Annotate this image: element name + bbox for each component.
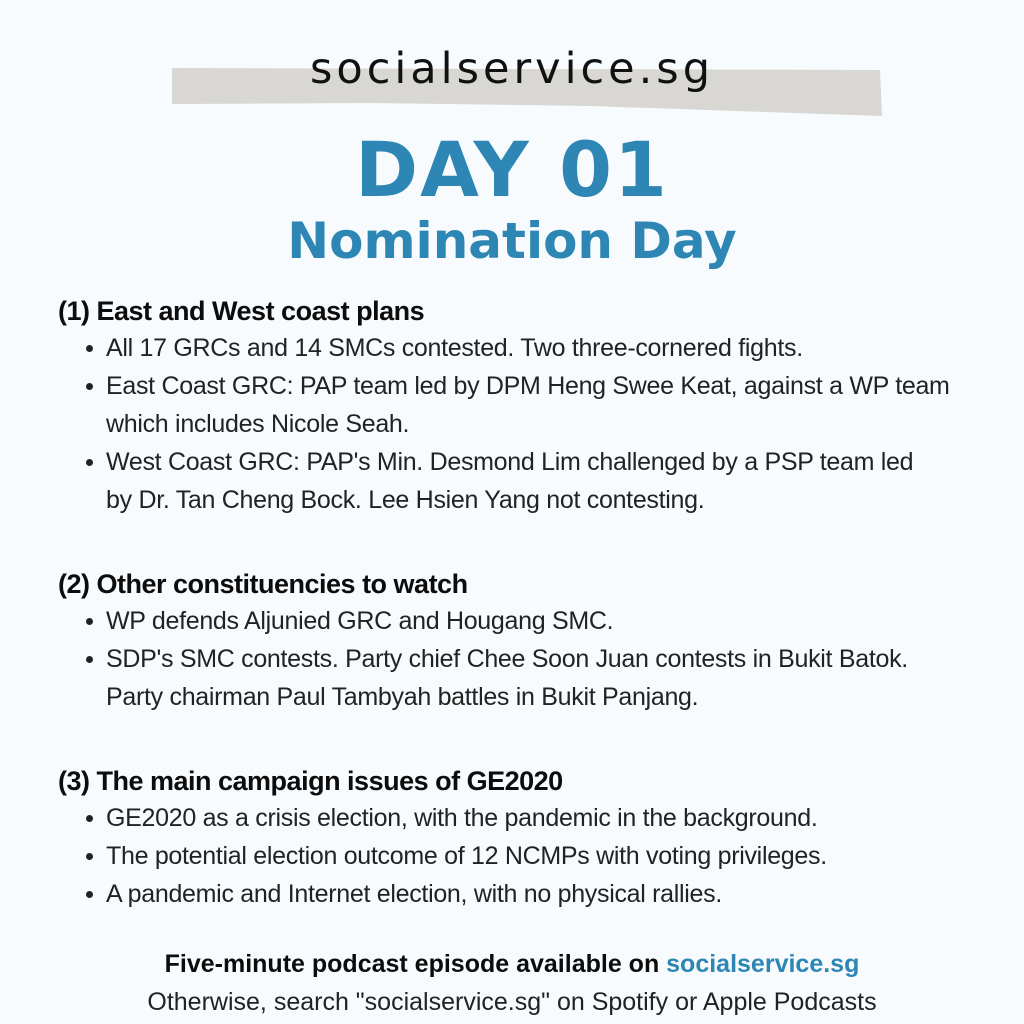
list-item-text: WP defends Aljunied GRC and Hougang SMC.	[106, 607, 614, 635]
list-item	[106, 367, 966, 443]
list-item-text: A pandemic and Internet election, with no physical rallies.	[106, 880, 722, 908]
list-item	[106, 602, 998, 640]
list-item-text: SDP's SMC contests. Party chief Chee Soon Juan contests in Bukit Batok. Party chairman Paul Tambyah battles in Bukit Panjang.	[106, 645, 908, 711]
list-item-text: All 17 GRCs and 14 SMCs contested. Two three-cornered fights.	[106, 334, 803, 362]
list-item	[106, 799, 998, 837]
list-item-text: GE2020 as a crisis election, with the pandemic in the background.	[106, 804, 818, 832]
day-heading: DAY 01	[355, 125, 669, 214]
bullet-icon	[86, 853, 93, 860]
podcast-availability-line	[0, 946, 1024, 982]
list-item	[106, 329, 998, 367]
website-link[interactable]: socialservice.sg	[666, 950, 860, 978]
bullet-icon	[86, 891, 93, 898]
list-item	[106, 443, 936, 519]
bullet-icon	[86, 815, 93, 822]
list-item	[106, 875, 998, 913]
bullet-list	[58, 329, 998, 519]
section-other-constituencies	[58, 566, 998, 716]
brand-logo-text: socialservice.sg	[310, 44, 714, 94]
bullet-icon	[86, 656, 93, 663]
section-campaign-issues	[58, 763, 998, 913]
list-item	[106, 640, 966, 716]
section-title: (1) East and West coast plans	[58, 296, 425, 326]
bullet-icon	[86, 383, 93, 390]
list-item	[106, 837, 998, 875]
search-instruction-line: Otherwise, search "socialservice.sg" on Spotify or Apple Podcasts	[147, 988, 877, 1016]
bullet-list	[58, 799, 998, 913]
list-item-text: The potential election outcome of 12 NCMPs with voting privileges.	[106, 842, 827, 870]
section-east-west-coast	[58, 293, 998, 519]
bullet-icon	[86, 618, 93, 625]
bullet-icon	[86, 345, 93, 352]
bullet-list	[58, 602, 998, 716]
bullet-icon	[86, 459, 93, 466]
podcast-text: Five-minute podcast episode available on	[164, 950, 667, 978]
list-item-text: West Coast GRC: PAP's Min. Desmond Lim challenged by a PSP team led by Dr. Tan Cheng Bock. Lee Hsien Yang not contesting.	[106, 448, 914, 514]
page-subtitle: Nomination Day	[287, 212, 737, 270]
section-title: (3) The main campaign issues of GE2020	[58, 766, 563, 796]
list-item-text: East Coast GRC: PAP team led by DPM Heng Swee Keat, against a WP team which includes Nicole Seah.	[106, 372, 950, 438]
section-title: (2) Other constituencies to watch	[58, 569, 468, 599]
